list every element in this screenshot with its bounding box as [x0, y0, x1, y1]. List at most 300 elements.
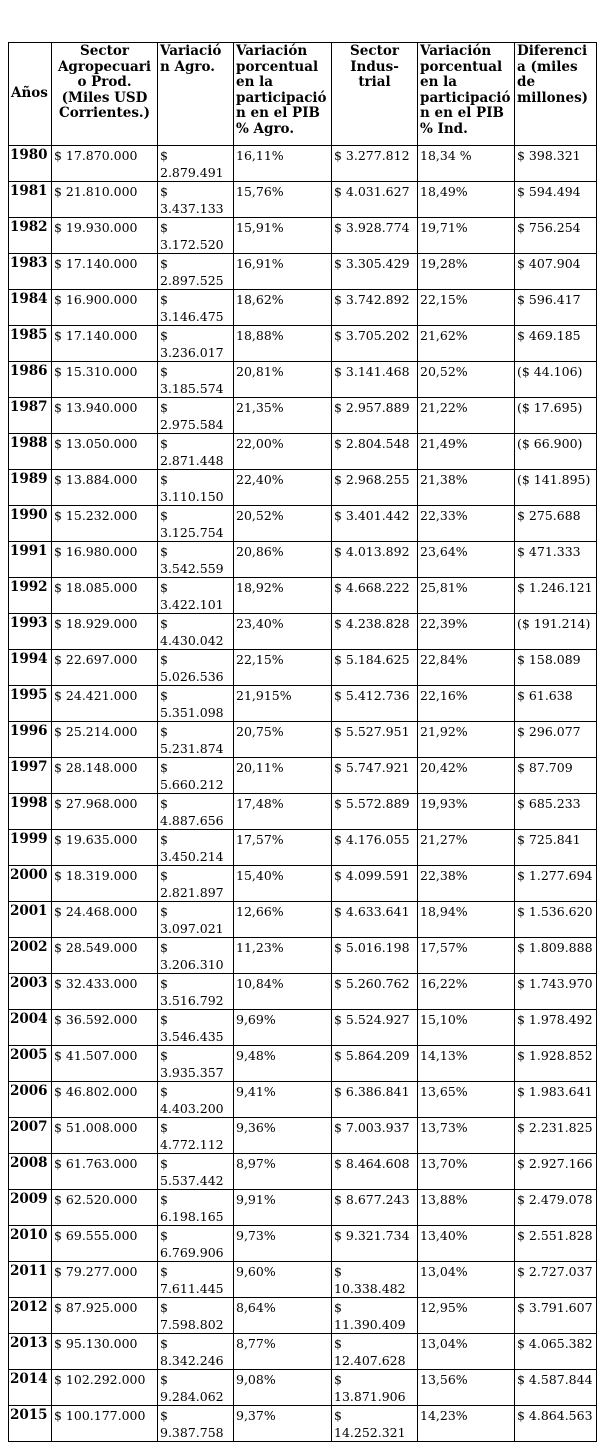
table-row	[9, 902, 597, 938]
difference-cell: $ 2.231.825	[515, 1118, 597, 1154]
table-row	[9, 1154, 597, 1190]
industrial-sector-cell: $ 4.176.055	[332, 830, 418, 866]
agro-gdp-share-cell: 16,11%	[234, 146, 332, 182]
industrial-sector-cell: $ 3.401.442	[332, 506, 418, 542]
industrial-sector-cell: $ 5.527.951	[332, 722, 418, 758]
year-cell: 1989	[9, 470, 52, 506]
year-cell: 2001	[9, 902, 52, 938]
difference-cell: $ 398.321	[515, 146, 597, 182]
agro-production-cell: $ 17.140.000	[52, 326, 158, 362]
difference-cell: $ 469.185	[515, 326, 597, 362]
difference-cell: $ 296.077	[515, 722, 597, 758]
agro-gdp-share-cell: 15,91%	[234, 218, 332, 254]
header-industrial-gdp-share: Variación porcentual en la participación en el PIB % Ind.	[418, 43, 515, 146]
year-cell: 2007	[9, 1118, 52, 1154]
table-row	[9, 1370, 597, 1406]
agro-variation-cell: $ 2.821.897	[158, 866, 234, 902]
agro-gdp-share-cell: 15,76%	[234, 182, 332, 218]
agro-variation-cell: $ 6.769.906	[158, 1226, 234, 1262]
table-row	[9, 686, 597, 722]
difference-cell: ($ 44.106)	[515, 362, 597, 398]
table-header	[9, 43, 597, 146]
industrial-gdp-share-cell: 19,71%	[418, 218, 515, 254]
industrial-gdp-share-cell: 21,62%	[418, 326, 515, 362]
agro-gdp-share-cell: 18,92%	[234, 578, 332, 614]
industrial-sector-cell: $ 5.260.762	[332, 974, 418, 1010]
table-row	[9, 434, 597, 470]
agro-variation-cell: $ 3.422.101	[158, 578, 234, 614]
industrial-gdp-share-cell: 19,93%	[418, 794, 515, 830]
industrial-gdp-share-cell: 21,22%	[418, 398, 515, 434]
difference-cell: $ 2.551.828	[515, 1226, 597, 1262]
difference-cell: $ 2.727.037	[515, 1262, 597, 1298]
agro-gdp-share-cell: 9,73%	[234, 1226, 332, 1262]
table-row	[9, 614, 597, 650]
industrial-sector-cell: $ 11.390.409	[332, 1298, 418, 1334]
data-table	[8, 42, 597, 1442]
agro-gdp-share-cell: 8,97%	[234, 1154, 332, 1190]
table-row	[9, 938, 597, 974]
table-row	[9, 146, 597, 182]
industrial-gdp-share-cell: 19,28%	[418, 254, 515, 290]
agro-variation-cell: $ 4.772.112	[158, 1118, 234, 1154]
year-cell: 2004	[9, 1010, 52, 1046]
industrial-sector-cell: $ 3.277.812	[332, 146, 418, 182]
table-row	[9, 794, 597, 830]
agro-variation-cell: $ 3.125.754	[158, 506, 234, 542]
agro-variation-cell: $ 3.110.150	[158, 470, 234, 506]
table-row	[9, 866, 597, 902]
table-row	[9, 722, 597, 758]
agro-variation-cell: $ 2.975.584	[158, 398, 234, 434]
year-cell: 1993	[9, 614, 52, 650]
industrial-sector-cell: $ 3.742.892	[332, 290, 418, 326]
industrial-gdp-share-cell: 13,73%	[418, 1118, 515, 1154]
agro-variation-cell: $ 2.897.525	[158, 254, 234, 290]
year-cell: 1995	[9, 686, 52, 722]
year-cell: 2002	[9, 938, 52, 974]
year-cell: 2005	[9, 1046, 52, 1082]
agro-gdp-share-cell: 9,37%	[234, 1406, 332, 1442]
agro-production-cell: $ 95.130.000	[52, 1334, 158, 1370]
industrial-gdp-share-cell: 13,65%	[418, 1082, 515, 1118]
agro-variation-cell: $ 2.879.491	[158, 146, 234, 182]
year-cell: 1994	[9, 650, 52, 686]
difference-cell: ($ 141.895)	[515, 470, 597, 506]
year-cell: 1992	[9, 578, 52, 614]
industrial-gdp-share-cell: 22,15%	[418, 290, 515, 326]
difference-cell: $ 1.743.970	[515, 974, 597, 1010]
year-cell: 2015	[9, 1406, 52, 1442]
agro-variation-cell: $ 4.403.200	[158, 1082, 234, 1118]
industrial-sector-cell: $ 8.677.243	[332, 1190, 418, 1226]
industrial-sector-cell: $ 4.031.627	[332, 182, 418, 218]
industrial-sector-cell: $ 4.668.222	[332, 578, 418, 614]
agro-variation-cell: $ 9.387.758	[158, 1406, 234, 1442]
table-row	[9, 218, 597, 254]
year-cell: 1986	[9, 362, 52, 398]
industrial-gdp-share-cell: 14,13%	[418, 1046, 515, 1082]
year-cell: 1988	[9, 434, 52, 470]
agro-gdp-share-cell: 9,48%	[234, 1046, 332, 1082]
header-agro-gdp-share: Variación porcentual en la participación en el PIB % Agro.	[234, 43, 332, 146]
difference-cell: $ 594.494	[515, 182, 597, 218]
difference-cell: $ 1.246.121	[515, 578, 597, 614]
agro-production-cell: $ 13.050.000	[52, 434, 158, 470]
agro-production-cell: $ 16.900.000	[52, 290, 158, 326]
agro-gdp-share-cell: 11,23%	[234, 938, 332, 974]
header-industrial-sector: Sector Indus- trial	[332, 43, 418, 146]
industrial-gdp-share-cell: 20,42%	[418, 758, 515, 794]
industrial-sector-cell: $ 14.252.321	[332, 1406, 418, 1442]
year-cell: 2013	[9, 1334, 52, 1370]
agro-variation-cell: $ 6.198.165	[158, 1190, 234, 1226]
agro-production-cell: $ 15.232.000	[52, 506, 158, 542]
industrial-sector-cell: $ 5.524.927	[332, 1010, 418, 1046]
year-cell: 1980	[9, 146, 52, 182]
industrial-gdp-share-cell: 21,49%	[418, 434, 515, 470]
year-cell: 2006	[9, 1082, 52, 1118]
agro-gdp-share-cell: 16,91%	[234, 254, 332, 290]
agro-gdp-share-cell: 9,69%	[234, 1010, 332, 1046]
table-container	[8, 42, 597, 1442]
agro-variation-cell: $ 5.537.442	[158, 1154, 234, 1190]
agro-production-cell: $ 36.592.000	[52, 1010, 158, 1046]
industrial-gdp-share-cell: 21,92%	[418, 722, 515, 758]
year-cell: 1990	[9, 506, 52, 542]
difference-cell: $ 471.333	[515, 542, 597, 578]
agro-gdp-share-cell: 17,48%	[234, 794, 332, 830]
year-cell: 2012	[9, 1298, 52, 1334]
agro-gdp-share-cell: 18,62%	[234, 290, 332, 326]
difference-cell: ($ 191.214)	[515, 614, 597, 650]
industrial-sector-cell: $ 3.705.202	[332, 326, 418, 362]
difference-cell: $ 87.709	[515, 758, 597, 794]
agro-gdp-share-cell: 20,81%	[234, 362, 332, 398]
agro-gdp-share-cell: 22,15%	[234, 650, 332, 686]
agro-gdp-share-cell: 20,52%	[234, 506, 332, 542]
agro-gdp-share-cell: 12,66%	[234, 902, 332, 938]
table-row	[9, 650, 597, 686]
industrial-gdp-share-cell: 18,49%	[418, 182, 515, 218]
year-cell: 2010	[9, 1226, 52, 1262]
header-difference: Diferencia (miles de millones)	[515, 43, 597, 146]
agro-gdp-share-cell: 20,11%	[234, 758, 332, 794]
industrial-gdp-share-cell: 22,38%	[418, 866, 515, 902]
agro-gdp-share-cell: 8,64%	[234, 1298, 332, 1334]
agro-production-cell: $ 87.925.000	[52, 1298, 158, 1334]
year-cell: 1991	[9, 542, 52, 578]
industrial-sector-cell: $ 6.386.841	[332, 1082, 418, 1118]
agro-variation-cell: $ 4.887.656	[158, 794, 234, 830]
industrial-sector-cell: $ 9.321.734	[332, 1226, 418, 1262]
industrial-gdp-share-cell: 21,27%	[418, 830, 515, 866]
industrial-sector-cell: $ 4.238.828	[332, 614, 418, 650]
agro-gdp-share-cell: 20,86%	[234, 542, 332, 578]
year-cell: 2009	[9, 1190, 52, 1226]
table-row	[9, 362, 597, 398]
industrial-sector-cell: $ 5.184.625	[332, 650, 418, 686]
industrial-gdp-share-cell: 13,04%	[418, 1262, 515, 1298]
agro-production-cell: $ 17.140.000	[52, 254, 158, 290]
industrial-gdp-share-cell: 15,10%	[418, 1010, 515, 1046]
industrial-gdp-share-cell: 12,95%	[418, 1298, 515, 1334]
difference-cell: $ 407.904	[515, 254, 597, 290]
agro-production-cell: $ 79.277.000	[52, 1262, 158, 1298]
industrial-sector-cell: $ 4.633.641	[332, 902, 418, 938]
agro-production-cell: $ 15.310.000	[52, 362, 158, 398]
industrial-gdp-share-cell: 13,04%	[418, 1334, 515, 1370]
difference-cell: ($ 17.695)	[515, 398, 597, 434]
industrial-gdp-share-cell: 18,94%	[418, 902, 515, 938]
industrial-sector-cell: $ 2.804.548	[332, 434, 418, 470]
table-row	[9, 830, 597, 866]
table-row	[9, 1118, 597, 1154]
agro-gdp-share-cell: 18,88%	[234, 326, 332, 362]
table-row	[9, 182, 597, 218]
table-row	[9, 542, 597, 578]
agro-production-cell: $ 13.884.000	[52, 470, 158, 506]
table-row	[9, 254, 597, 290]
agro-gdp-share-cell: 21,915%	[234, 686, 332, 722]
agro-variation-cell: $ 3.516.792	[158, 974, 234, 1010]
year-cell: 1999	[9, 830, 52, 866]
year-cell: 1984	[9, 290, 52, 326]
industrial-gdp-share-cell: 18,34 %	[418, 146, 515, 182]
agro-gdp-share-cell: 9,91%	[234, 1190, 332, 1226]
agro-production-cell: $ 18.319.000	[52, 866, 158, 902]
agro-variation-cell: $ 3.185.574	[158, 362, 234, 398]
difference-cell: $ 61.638	[515, 686, 597, 722]
difference-cell: $ 1.536.620	[515, 902, 597, 938]
agro-variation-cell: $ 7.598.802	[158, 1298, 234, 1334]
agro-production-cell: $ 28.549.000	[52, 938, 158, 974]
header-row	[9, 43, 597, 146]
industrial-sector-cell: $ 10.338.482	[332, 1262, 418, 1298]
agro-production-cell: $ 32.433.000	[52, 974, 158, 1010]
agro-production-cell: $ 28.148.000	[52, 758, 158, 794]
industrial-sector-cell: $ 5.016.198	[332, 938, 418, 974]
industrial-gdp-share-cell: 13,40%	[418, 1226, 515, 1262]
agro-production-cell: $ 21.810.000	[52, 182, 158, 218]
difference-cell: $ 4.587.844	[515, 1370, 597, 1406]
difference-cell: $ 3.791.607	[515, 1298, 597, 1334]
industrial-gdp-share-cell: 23,64%	[418, 542, 515, 578]
agro-production-cell: $ 27.968.000	[52, 794, 158, 830]
table-row	[9, 1082, 597, 1118]
agro-production-cell: $ 51.008.000	[52, 1118, 158, 1154]
industrial-gdp-share-cell: 22,33%	[418, 506, 515, 542]
agro-gdp-share-cell: 17,57%	[234, 830, 332, 866]
year-cell: 2008	[9, 1154, 52, 1190]
difference-cell: $ 756.254	[515, 218, 597, 254]
agro-gdp-share-cell: 21,35%	[234, 398, 332, 434]
year-cell: 1983	[9, 254, 52, 290]
agro-production-cell: $ 18.085.000	[52, 578, 158, 614]
industrial-gdp-share-cell: 17,57%	[418, 938, 515, 974]
header-agro-production: Sector Agropecuario Prod. (Miles USD Corrientes.)	[52, 43, 158, 146]
table-row	[9, 1190, 597, 1226]
table-row	[9, 326, 597, 362]
agro-gdp-share-cell: 8,77%	[234, 1334, 332, 1370]
industrial-gdp-share-cell: 25,81%	[418, 578, 515, 614]
industrial-sector-cell: $ 4.013.892	[332, 542, 418, 578]
agro-production-cell: $ 19.635.000	[52, 830, 158, 866]
agro-variation-cell: $ 3.172.520	[158, 218, 234, 254]
difference-cell: $ 2.927.166	[515, 1154, 597, 1190]
industrial-sector-cell: $ 5.864.209	[332, 1046, 418, 1082]
difference-cell: $ 596.417	[515, 290, 597, 326]
agro-variation-cell: $ 3.542.559	[158, 542, 234, 578]
agro-variation-cell: $ 7.611.445	[158, 1262, 234, 1298]
difference-cell: $ 1.809.888	[515, 938, 597, 974]
difference-cell: $ 2.479.078	[515, 1190, 597, 1226]
industrial-sector-cell: $ 12.407.628	[332, 1334, 418, 1370]
year-cell: 1981	[9, 182, 52, 218]
agro-variation-cell: $ 5.231.874	[158, 722, 234, 758]
agro-variation-cell: $ 8.342.246	[158, 1334, 234, 1370]
agro-variation-cell: $ 4.430.042	[158, 614, 234, 650]
agro-gdp-share-cell: 15,40%	[234, 866, 332, 902]
agro-gdp-share-cell: 20,75%	[234, 722, 332, 758]
table-row	[9, 1334, 597, 1370]
table-row	[9, 1406, 597, 1442]
agro-production-cell: $ 61.763.000	[52, 1154, 158, 1190]
industrial-gdp-share-cell: 14,23%	[418, 1406, 515, 1442]
table-row	[9, 290, 597, 326]
agro-gdp-share-cell: 9,08%	[234, 1370, 332, 1406]
header-years: Años	[9, 43, 52, 146]
difference-cell: $ 275.688	[515, 506, 597, 542]
agro-gdp-share-cell: 9,60%	[234, 1262, 332, 1298]
industrial-sector-cell: $ 3.928.774	[332, 218, 418, 254]
agro-production-cell: $ 102.292.000	[52, 1370, 158, 1406]
industrial-sector-cell: $ 5.572.889	[332, 794, 418, 830]
agro-gdp-share-cell: 23,40%	[234, 614, 332, 650]
industrial-gdp-share-cell: 16,22%	[418, 974, 515, 1010]
industrial-gdp-share-cell: 22,16%	[418, 686, 515, 722]
table-row	[9, 578, 597, 614]
agro-production-cell: $ 18.929.000	[52, 614, 158, 650]
agro-production-cell: $ 17.870.000	[52, 146, 158, 182]
agro-gdp-share-cell: 9,41%	[234, 1082, 332, 1118]
agro-production-cell: $ 62.520.000	[52, 1190, 158, 1226]
industrial-sector-cell: $ 8.464.608	[332, 1154, 418, 1190]
agro-variation-cell: $ 3.546.435	[158, 1010, 234, 1046]
year-cell: 1985	[9, 326, 52, 362]
agro-production-cell: $ 24.468.000	[52, 902, 158, 938]
year-cell: 1982	[9, 218, 52, 254]
agro-gdp-share-cell: 22,40%	[234, 470, 332, 506]
year-cell: 2003	[9, 974, 52, 1010]
agro-variation-cell: $ 9.284.062	[158, 1370, 234, 1406]
year-cell: 2014	[9, 1370, 52, 1406]
agro-production-cell: $ 46.802.000	[52, 1082, 158, 1118]
agro-variation-cell: $ 5.660.212	[158, 758, 234, 794]
agro-variation-cell: $ 3.206.310	[158, 938, 234, 974]
difference-cell: $ 158.089	[515, 650, 597, 686]
agro-production-cell: $ 25.214.000	[52, 722, 158, 758]
table-row	[9, 470, 597, 506]
table-row	[9, 398, 597, 434]
industrial-sector-cell: $ 4.099.591	[332, 866, 418, 902]
table-row	[9, 1010, 597, 1046]
year-cell: 2000	[9, 866, 52, 902]
industrial-sector-cell: $ 2.957.889	[332, 398, 418, 434]
table-row	[9, 506, 597, 542]
agro-variation-cell: $ 3.450.214	[158, 830, 234, 866]
agro-variation-cell: $ 2.871.448	[158, 434, 234, 470]
agro-production-cell: $ 69.555.000	[52, 1226, 158, 1262]
industrial-sector-cell: $ 5.412.736	[332, 686, 418, 722]
year-cell: 1987	[9, 398, 52, 434]
industrial-sector-cell: $ 13.871.906	[332, 1370, 418, 1406]
agro-gdp-share-cell: 22,00%	[234, 434, 332, 470]
year-cell: 1998	[9, 794, 52, 830]
agro-production-cell: $ 16.980.000	[52, 542, 158, 578]
difference-cell: $ 1.978.492	[515, 1010, 597, 1046]
difference-cell: ($ 66.900)	[515, 434, 597, 470]
industrial-gdp-share-cell: 13,88%	[418, 1190, 515, 1226]
year-cell: 1997	[9, 758, 52, 794]
agro-variation-cell: $ 3.097.021	[158, 902, 234, 938]
table-row	[9, 1262, 597, 1298]
industrial-sector-cell: $ 3.141.468	[332, 362, 418, 398]
difference-cell: $ 1.928.852	[515, 1046, 597, 1082]
agro-production-cell: $ 24.421.000	[52, 686, 158, 722]
header-agro-variation: Variación Agro.	[158, 43, 234, 146]
industrial-gdp-share-cell: 13,56%	[418, 1370, 515, 1406]
agro-production-cell: $ 100.177.000	[52, 1406, 158, 1442]
industrial-sector-cell: $ 5.747.921	[332, 758, 418, 794]
table-row	[9, 1226, 597, 1262]
agro-variation-cell: $ 5.351.098	[158, 686, 234, 722]
industrial-gdp-share-cell: 22,84%	[418, 650, 515, 686]
agro-variation-cell: $ 3.236.017	[158, 326, 234, 362]
table-row	[9, 758, 597, 794]
agro-variation-cell: $ 5.026.536	[158, 650, 234, 686]
year-cell: 1996	[9, 722, 52, 758]
industrial-sector-cell: $ 2.968.255	[332, 470, 418, 506]
agro-variation-cell: $ 3.935.357	[158, 1046, 234, 1082]
agro-variation-cell: $ 3.437.133	[158, 182, 234, 218]
agro-production-cell: $ 19.930.000	[52, 218, 158, 254]
industrial-sector-cell: $ 7.003.937	[332, 1118, 418, 1154]
industrial-gdp-share-cell: 22,39%	[418, 614, 515, 650]
agro-production-cell: $ 13.940.000	[52, 398, 158, 434]
year-cell: 2011	[9, 1262, 52, 1298]
industrial-gdp-share-cell: 21,38%	[418, 470, 515, 506]
industrial-sector-cell: $ 3.305.429	[332, 254, 418, 290]
difference-cell: $ 685.233	[515, 794, 597, 830]
difference-cell: $ 1.983.641	[515, 1082, 597, 1118]
table-row	[9, 974, 597, 1010]
difference-cell: $ 4.065.382	[515, 1334, 597, 1370]
industrial-gdp-share-cell: 20,52%	[418, 362, 515, 398]
agro-gdp-share-cell: 10,84%	[234, 974, 332, 1010]
agro-production-cell: $ 22.697.000	[52, 650, 158, 686]
table-body	[9, 146, 597, 1442]
industrial-gdp-share-cell: 13,70%	[418, 1154, 515, 1190]
agro-production-cell: $ 41.507.000	[52, 1046, 158, 1082]
table-row	[9, 1046, 597, 1082]
difference-cell: $ 725.841	[515, 830, 597, 866]
difference-cell: $ 4.864.563	[515, 1406, 597, 1442]
table-row	[9, 1298, 597, 1334]
difference-cell: $ 1.277.694	[515, 866, 597, 902]
agro-variation-cell: $ 3.146.475	[158, 290, 234, 326]
agro-gdp-share-cell: 9,36%	[234, 1118, 332, 1154]
